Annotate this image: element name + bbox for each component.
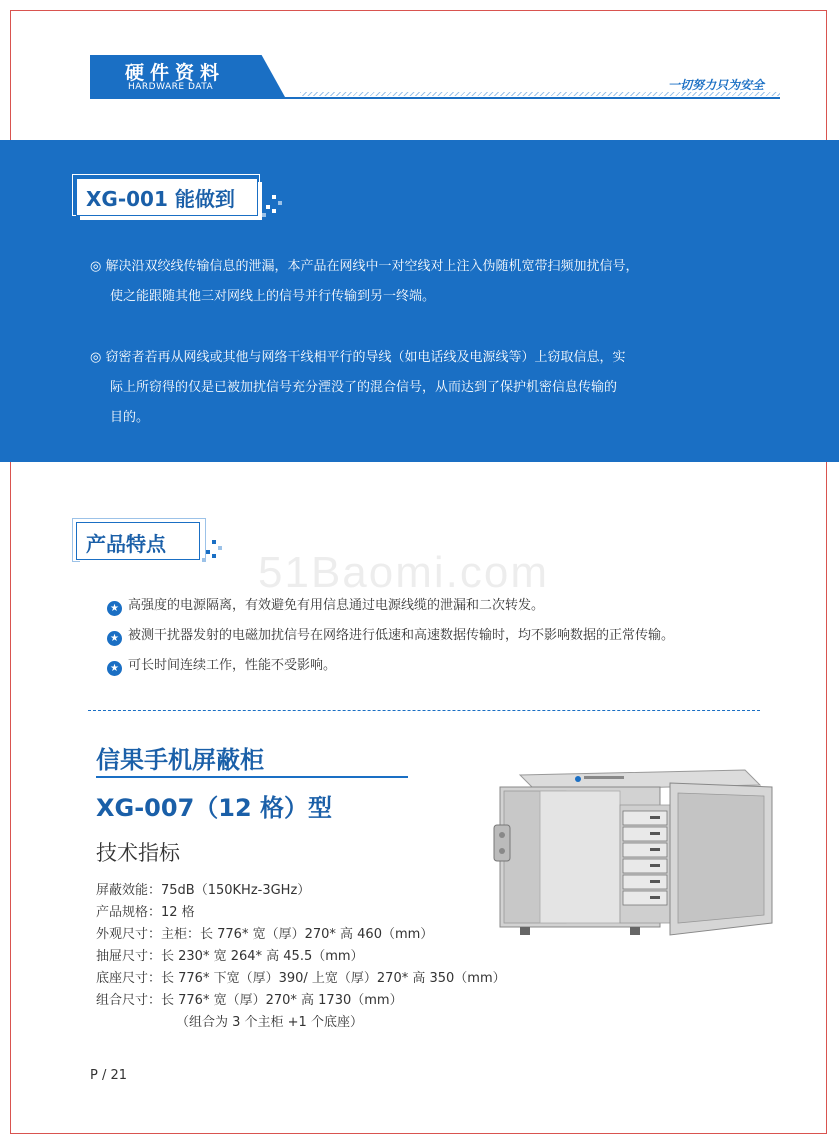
spec-row: 屏蔽效能：75dB（150KHz-3GHz） bbox=[96, 883, 311, 898]
paragraph-line: 使之能跟随其他三对网线上的信号并行传输到另一终端。 bbox=[110, 289, 436, 304]
paragraph-line: 际上所窃得的仅是已被加扰信号充分湮没了的混合信号，从而达到了保护机密信息传输的 bbox=[110, 380, 618, 395]
spec-row: 产品规格：12 格 bbox=[96, 905, 195, 920]
paragraph-line: ◎ 解决沿双绞线传输信息的泄漏，本产品在网线中一对空线对上注入伪随机宽带扫频加扰信号， bbox=[90, 259, 639, 274]
star-icon: ★ bbox=[107, 601, 122, 616]
section1-paragraph-1 bbox=[90, 252, 638, 312]
spec-row: 底座尺寸：长 776* 下宽（厚）390/ 上宽（厚）270* 高 350（mm） bbox=[96, 971, 506, 986]
spec-row: 抽屉尺寸：长 230* 宽 264* 高 45.5（mm） bbox=[96, 949, 364, 964]
decor-dots-icon bbox=[202, 540, 224, 562]
spec-row: 外观尺寸：主柜：长 776* 宽（厚）270* 高 460（mm） bbox=[96, 927, 434, 942]
spec-row: 组合尺寸：长 776* 宽（厚）270* 高 1730（mm） bbox=[96, 993, 403, 1008]
header-line bbox=[90, 97, 780, 99]
section-divider bbox=[88, 710, 760, 711]
star-icon: ★ bbox=[107, 661, 122, 676]
paragraph-line: 目的。 bbox=[110, 410, 150, 425]
feature-item bbox=[107, 624, 674, 646]
spec-heading: 技术指标 bbox=[96, 841, 180, 865]
paragraph-line: ◎ 窃密者若再从网线或其他与网络干线相平行的导线（如电话线及电源线等）上窃取信息，实 bbox=[90, 350, 626, 365]
header-subtitle: HARDWARE DATA bbox=[128, 82, 214, 92]
feature-item bbox=[107, 594, 544, 616]
section2-heading: 产品特点 bbox=[86, 532, 166, 556]
watermark: 51Baomi.com bbox=[258, 548, 550, 597]
feature-text: 高强度的电源隔离，有效避免有用信息通过电源线缆的泄漏和二次转发。 bbox=[128, 598, 545, 613]
product-name: 信果手机屏蔽柜 bbox=[96, 746, 264, 774]
spec-note: （组合为 3 个主柜 +1 个底座） bbox=[176, 1015, 363, 1030]
product-model: XG-007（12 格）型 bbox=[96, 794, 333, 822]
feature-text: 被测干扰器发射的电磁加扰信号在网络进行低速和高速数据传输时，均不影响数据的正常传输。 bbox=[128, 628, 675, 643]
page-number: P / 21 bbox=[90, 1068, 128, 1083]
section1-heading: XG-001 能做到 bbox=[86, 187, 235, 211]
decor-dots-icon bbox=[262, 195, 284, 217]
spec-list bbox=[96, 880, 506, 1034]
cabinet-image bbox=[480, 765, 780, 940]
feature-text: 可长时间连续工作，性能不受影响。 bbox=[128, 658, 337, 673]
section1-paragraph-2 bbox=[90, 343, 625, 433]
header-title: 硬件资料 bbox=[125, 62, 226, 84]
feature-item bbox=[107, 654, 336, 676]
slogan: 一切努力只为安全 bbox=[668, 78, 765, 92]
star-icon: ★ bbox=[107, 631, 122, 646]
product-underline bbox=[96, 776, 408, 778]
